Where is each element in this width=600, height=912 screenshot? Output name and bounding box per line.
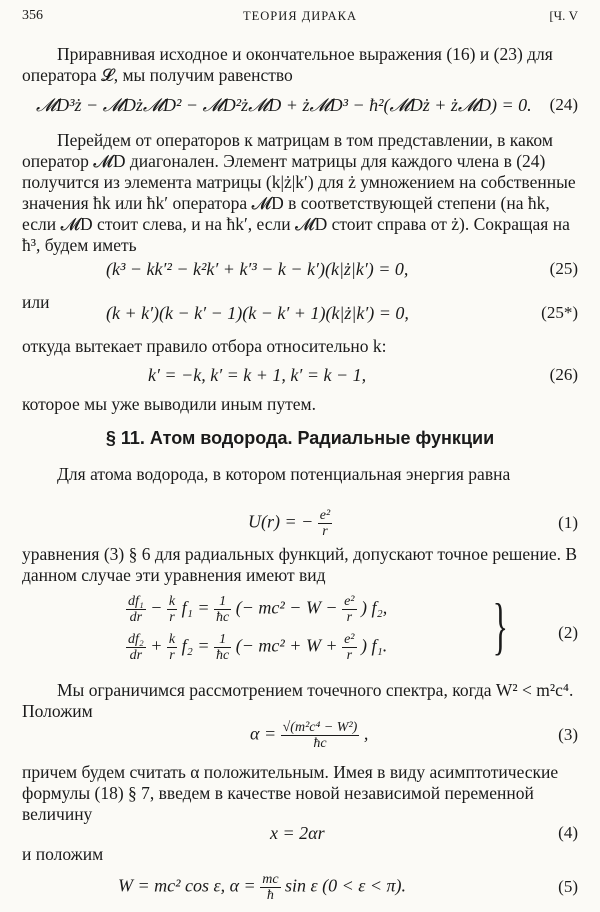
equation-number: (25*) — [541, 303, 578, 322]
fraction-denominator: ħc — [313, 736, 327, 751]
paragraph: которое мы уже выводили иным путем. — [22, 394, 316, 414]
equation-number: (24) — [549, 95, 578, 114]
equation-4 — [22, 820, 578, 846]
equation-2-line-1: $\frac{\text{df₁}}{dr}$ − $\frac{k}{r}$ f₁ = $\frac{1}{ħc}$ (− mc² − W − $\frac{\text{e²}}{r}$ ) f₂, — [128, 594, 388, 625]
paragraph: причем будем считать α положительным. Имея в виду асимптотические формулы (18) § 7, введем в качестве новой независимой переменной величину — [22, 762, 559, 824]
equation-formula: (k + k′)(k − k′ − 1)(k − k′ + 1)(k|ż|k′) = 0, — [106, 303, 409, 323]
fraction-numerator: e² — [319, 508, 331, 523]
paragraph: откуда вытекает правило отбора относительно k: — [22, 336, 387, 356]
paragraph: Мы ограничимся рассмотрением точечного спектра, когда W² < m²c⁴. Положим — [22, 680, 574, 721]
fraction-denominator: ħ — [266, 888, 274, 903]
equation-5: W = mc² cos ε, α = $\frac{mc}{ħ}$ sin ε (0 < ε < π). (5) — [118, 872, 578, 903]
equation-1 — [22, 504, 578, 540]
equation-number: (25) — [549, 259, 578, 278]
paragraph: Приравнивая исходное и окончательное выражения (16) и (23) для оператора 𝓛, мы получим равенство — [22, 44, 553, 85]
equation-formula: (k³ − kk′² − k²k′ + k′³ − k − k′)(k|ż|k′) = 0, — [106, 259, 409, 279]
equation-2 — [22, 590, 578, 670]
equation-number: (2) — [558, 623, 578, 642]
equation-26 — [22, 362, 578, 388]
equation-25-star — [22, 300, 578, 326]
equation-formula: k′ = −k, k′ = k + 1, k′ = k − 1, — [148, 365, 367, 385]
section-title: § 11. Атом водорода. Радиальные функции — [105, 428, 495, 448]
equation-25 — [22, 256, 578, 282]
paragraph: уравнения (3) § 6 для радиальных функций, допускают точное решение. В данном случае эти уравнения имеют вид — [22, 544, 578, 585]
equation-lhs: α = — [250, 723, 277, 744]
equation-number: (26) — [549, 365, 578, 384]
equation-lhs: U(r) = − — [248, 511, 314, 532]
equation-formula: 𝓜D³ż − 𝓜Dż𝓜D² − 𝓜D²ż𝓜D + ż𝓜D³ − ħ²(𝓜Dż + ż𝓜D) = 0. — [36, 95, 532, 115]
equation-number: (4) — [558, 823, 578, 842]
paragraph: или — [22, 292, 50, 312]
equation-3: α = $\frac{\text{√(m²c⁴ − W²)}}{ħc}$ , (3) — [250, 720, 578, 751]
fraction — [281, 720, 360, 751]
fraction — [260, 872, 280, 903]
fraction-numerator: √(m²c⁴ − W²) — [282, 720, 358, 735]
fraction-numerator: mc — [262, 872, 279, 887]
chapter-label: [Ч. V — [549, 8, 578, 23]
paragraph: Перейдем от операторов к матрицам в том представлении, в каком оператор 𝓜D диагонален. Элемент матрицы для каждого члена в (24) получится из элемента матрицы (k|ż|k′) для ż умножением на собственные значения ħk или ħk′ оператора 𝓜D в соответствующей степени (на ħk, если 𝓜D стоит слева, и на ħk′, если 𝓜D стоит справа от ż). Сокращая на ħ³, будем иметь — [22, 130, 576, 255]
fraction-denominator: r — [322, 524, 328, 539]
fraction — [318, 508, 332, 539]
right-brace: } — [492, 590, 509, 661]
page-number: 356 — [22, 8, 43, 23]
running-title: ТЕОРИЯ ДИРАКА — [242, 9, 358, 23]
equation-number: (1) — [558, 513, 578, 532]
equation-formula: x = 2αr — [270, 823, 325, 843]
equation-number: (5) — [558, 877, 578, 896]
equation-24 — [22, 92, 578, 118]
page-header — [22, 8, 578, 28]
equation-2-line-2: $\frac{\text{df₂}}{dr}$ + $\frac{k}{r}$ f₂ = $\frac{1}{ħc}$ (− mc² + W + $\frac{\text{e²}}{r}$ ) f₁. — [128, 632, 388, 663]
paragraph: и положим — [22, 844, 104, 864]
equation-number: (3) — [558, 725, 578, 744]
paragraph: Для атома водорода, в котором потенциальная энергия равна — [57, 464, 511, 484]
